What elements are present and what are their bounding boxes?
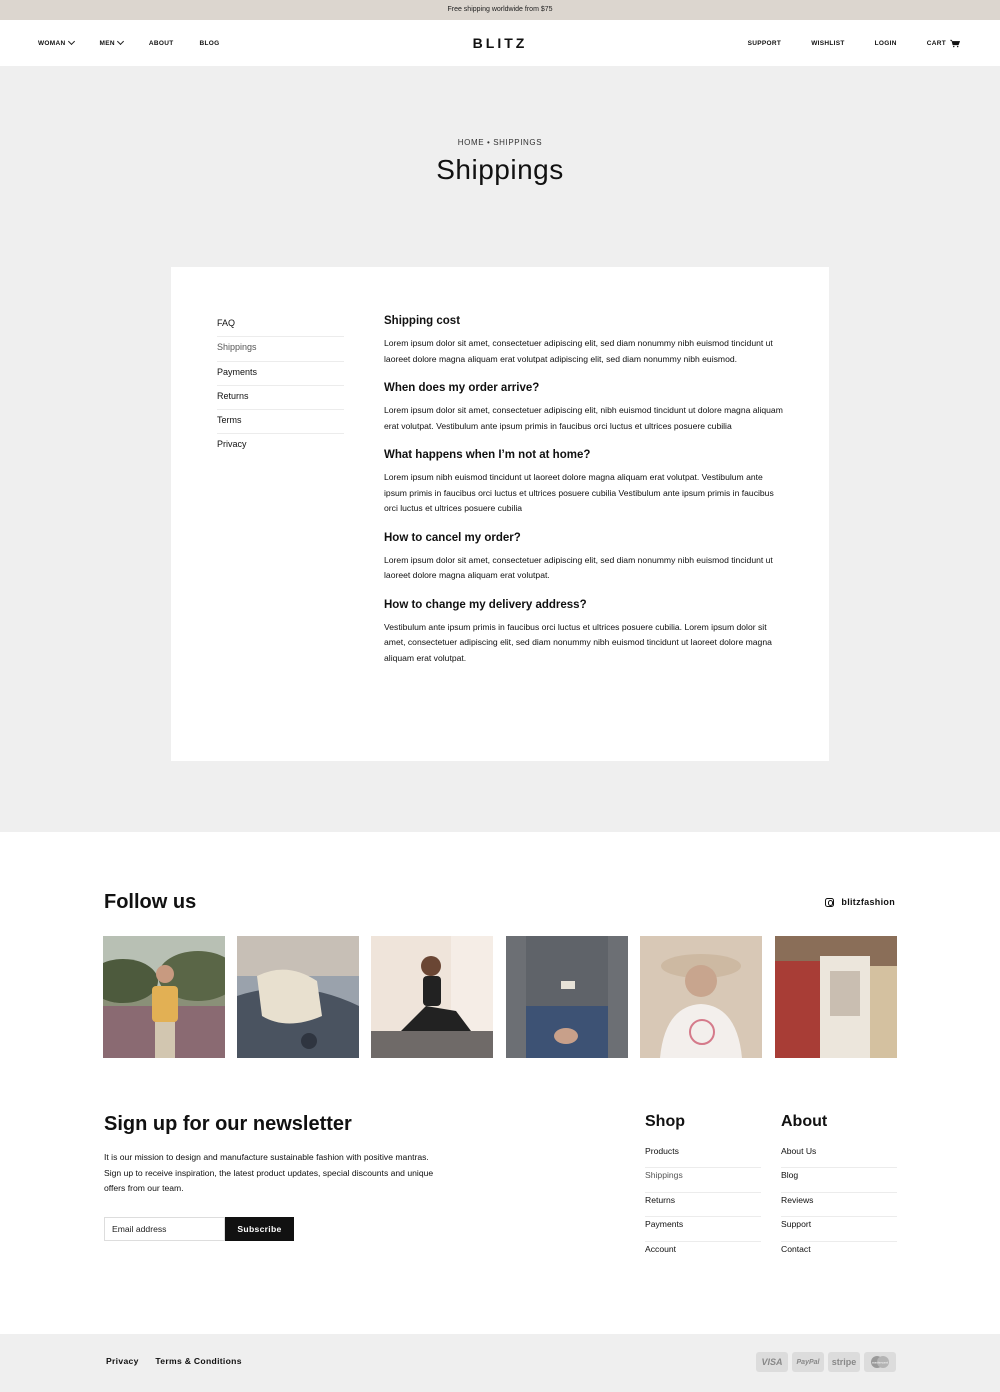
follow-title: Follow us [104,891,197,913]
faq-question: How to change my delivery address? [384,598,587,611]
paypal-label: PayPal [796,1358,820,1366]
footer-shop-title: Shop [645,1113,685,1130]
side-item-payments[interactable]: Payments [217,362,344,386]
footer-link-payments[interactable]: Payments [645,1217,761,1241]
visa-label: VISA [761,1357,783,1367]
newsletter-title: Sign up for our newsletter [104,1113,352,1135]
nav-login[interactable]: LOGIN [874,39,897,47]
content-card [171,267,829,761]
privacy-link[interactable]: Privacy [106,1356,139,1366]
faq-answer: Lorem ipsum dolor sit amet, consectetuer adipiscing elit, sed diam nonummy nibh euismod tincidunt ut laoreet dolore magna aliquam erat volutpat adipiscing elit, sed diam nonummy nibh euismod. [384,338,773,364]
instagram-photo-yoga-woman[interactable] [371,936,493,1058]
side-item-returns[interactable]: Returns [217,386,344,410]
footer-link-blog[interactable]: Blog [781,1168,897,1192]
page-title: Shippings [436,154,564,185]
mastercard-icon [864,1352,896,1372]
stripe-label: stripe [831,1357,857,1367]
nav-cart-label: CART [926,39,946,47]
chevron-down-icon [67,38,74,45]
faq-answer: Lorem ipsum nibh euismod tincidunt ut laoreet dolore magna aliquam erat volutpat. Vestibulum ante ipsum primis in faucibus orci luctus et ultrices posuere cubilia Vestibulum ante ipsum primis in faucibus orci luctus et ultrices posuere cubilia [384,472,774,513]
faq-answer: Lorem ipsum dolor sit amet, consectetuer adipiscing elit, nibh euismod tincidunt ut dolore magna aliquam erat volutpat. Vestibulum ante ipsum primis in faucibus orci luctus et ultrices posuere cubilia [384,405,783,431]
footer-link-support[interactable]: Support [781,1217,897,1241]
main-nav [38,20,245,66]
subscribe-button[interactable]: Subscribe [225,1217,294,1241]
faq-block [384,380,786,434]
footer-about-column [781,1113,897,1266]
faq-question: What happens when I’m not at home? [384,449,591,461]
instagram-icon [825,898,834,907]
cart-icon [950,39,960,48]
footer-shop-column [645,1113,761,1266]
footer-link-shippings[interactable]: Shippings [645,1168,761,1192]
announcement-bar [0,0,1000,20]
instagram-photo-tote-bag[interactable] [237,936,359,1058]
instagram-photo-sweatshirts[interactable] [775,936,897,1058]
hero-section [0,66,1000,832]
faq-block [384,597,786,667]
faq-block [384,313,786,367]
nav-blog[interactable]: BLOG [199,39,220,47]
nav-men-label: MEN [99,39,115,47]
paypal-icon [792,1352,824,1372]
faq-question: Shipping cost [384,315,461,327]
footer-link-returns[interactable]: Returns [645,1193,761,1217]
nav-cart[interactable] [927,39,960,48]
footer-link-contact[interactable]: Contact [781,1243,811,1254]
chevron-down-icon [117,38,124,45]
side-item-shippings[interactable]: Shippings [217,337,344,361]
site-header [0,20,1000,66]
faq-block [384,447,786,517]
faq-block [384,530,786,584]
newsletter-text: It is our mission to design and manufacture sustainable fashion with positive mantras. Sign up to receive inspiration, the latest product updates, special discounts and unique offers from our team. [104,1152,434,1193]
legal-links [106,1356,256,1366]
mastercard-label: mastercard [871,1360,889,1365]
faq-question: How to cancel my order? [384,531,521,544]
bottom-bar [0,1334,1000,1392]
nav-about[interactable]: ABOUT [148,39,174,47]
faq-question: When does my order arrive? [384,382,540,394]
footer-link-reviews[interactable]: Reviews [781,1193,897,1217]
footer-link-about-us[interactable]: About Us [781,1144,897,1168]
instagram-handle: blitzfashion [841,897,895,907]
email-field[interactable] [104,1217,225,1241]
footer-link-products[interactable]: Products [645,1144,761,1168]
terms-link[interactable]: Terms & Conditions [155,1356,242,1366]
stripe-icon [828,1352,860,1372]
nav-wishlist[interactable]: WISHLIST [811,39,845,47]
utility-nav [718,20,960,66]
side-item-privacy[interactable]: Privacy [217,439,247,450]
announcement-text: Free shipping worldwide from $75 [447,6,553,13]
side-item-faq[interactable]: FAQ [217,313,344,337]
visa-icon [756,1352,788,1372]
side-menu [217,313,344,459]
nav-men[interactable] [100,40,123,47]
breadcrumb[interactable]: HOME • SHIPPINGS [457,138,543,147]
nav-support[interactable]: SUPPORT [747,39,782,47]
footer-about-title: About [781,1113,828,1130]
side-item-terms[interactable]: Terms [217,410,344,434]
nav-woman[interactable] [38,40,74,47]
instagram-photo-man-yellow-shirt[interactable] [103,936,225,1058]
faq-answer: Vestibulum ante ipsum primis in faucibus orci luctus et ultrices posuere cubilia. Lorem ipsum dolor sit amet, consectetuer adipiscing elit, sed diam nonummy nibh euismod tincidunt ut laoreet dolore magna aliquam erat volutpat. [384,621,772,663]
instagram-photo-woman-hat[interactable] [640,936,762,1058]
mastercard-logo [869,1355,891,1369]
faq-content [384,313,786,679]
faq-answer: Lorem ipsum dolor sit amet, consectetuer adipiscing elit, sed diam nonummy nibh euismod tincidunt ut laoreet dolore magna aliquam erat volutpat. [384,554,773,580]
footer-link-account[interactable]: Account [645,1243,677,1254]
instagram-photo-man-jeans[interactable] [506,936,628,1058]
logo[interactable]: BLITZ [472,35,528,51]
nav-woman-label: WOMAN [38,39,66,47]
instagram-link[interactable] [825,897,895,907]
